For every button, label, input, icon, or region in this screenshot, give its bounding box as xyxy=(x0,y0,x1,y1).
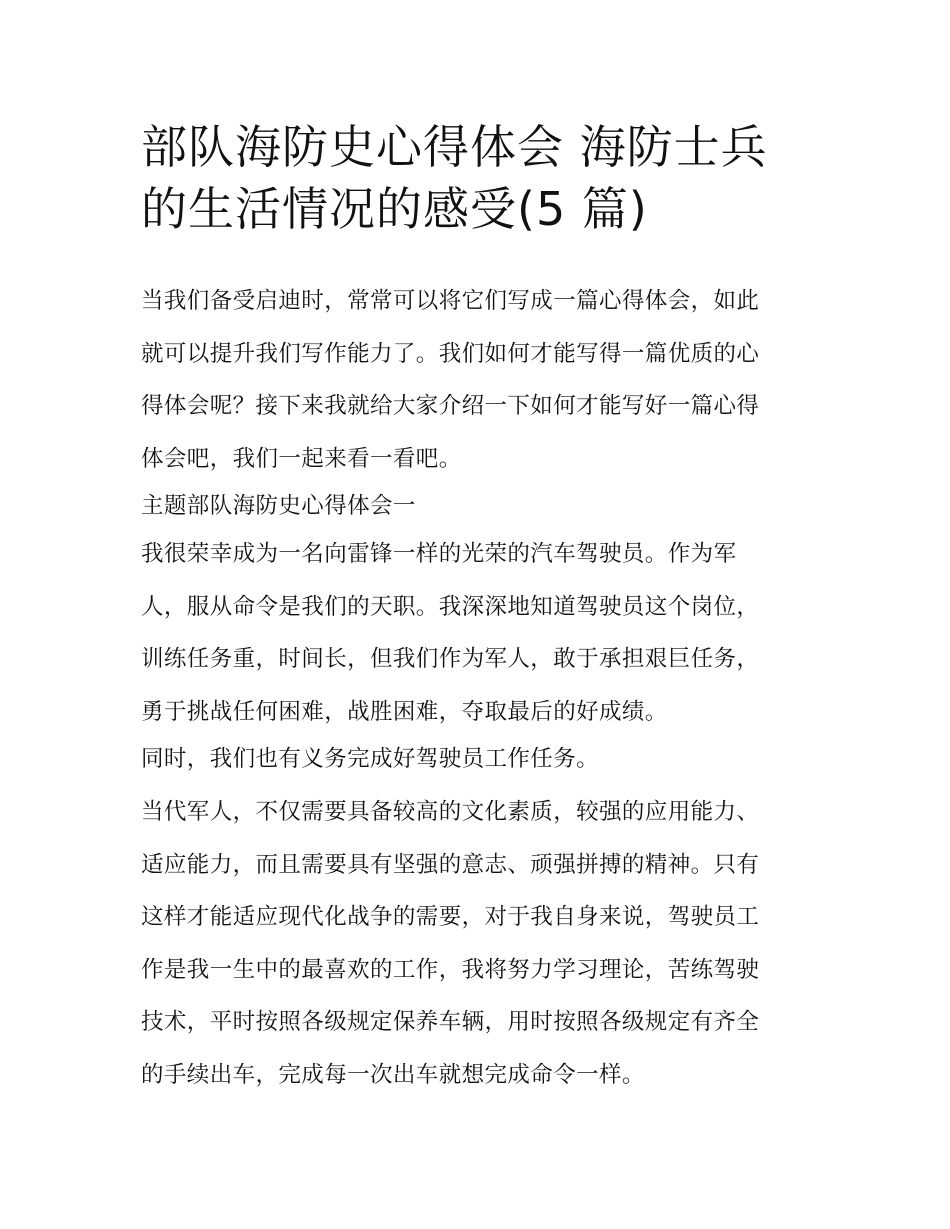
title-line: 的生活情况的感受(5 篇) xyxy=(141,182,648,236)
body-paragraph-2 xyxy=(141,733,821,786)
intro-paragraph xyxy=(141,275,821,485)
title-line: 部队海防史心得体会 海防士兵 xyxy=(141,120,768,174)
text-line: 的手续出车，完成每一次出车就想完成命令一样。 xyxy=(141,1061,645,1088)
text-line: 当代军人，不仅需要具备较高的文化素质，较强的应用能力、 xyxy=(141,799,760,825)
text-line: 技术，平时按照各级规定保养车辆，用时按照各级规定有齐全 xyxy=(141,1009,760,1035)
text-line: 体会吧，我们一起来看一看吧。 xyxy=(141,445,462,472)
text-line: 当我们备受启迪时，常常可以将它们写成一篇心得体会，如此 xyxy=(141,288,760,314)
text-line: 就可以提升我们写作能力了。我们如何才能写得一篇优质的心 xyxy=(141,340,760,367)
text-line: 同时，我们也有义务完成好驾驶员工作任务。 xyxy=(141,746,600,772)
text-line: 勇于挑战任何困难，战胜困难，夺取最后的好成绩。 xyxy=(141,698,668,725)
text-line: 我很荣幸成为一名向雷锋一样的光荣的汽车驾驶员。作为军 xyxy=(141,541,737,567)
document-title xyxy=(141,116,821,240)
section-heading xyxy=(141,480,821,533)
body-paragraph-1 xyxy=(141,528,821,738)
text-line: 人，服从命令是我们的天职。我深深地知道驾驶员这个岗位， xyxy=(141,593,760,620)
body-paragraph-3 xyxy=(141,786,821,1101)
text-line: 适应能力，而且需要具有坚强的意志、顽强拼搏的精神。只有 xyxy=(141,851,760,878)
text-line: 得体会呢？接下来我就给大家介绍一下如何才能写好一篇心得 xyxy=(141,393,760,419)
text-line: 主题部队海防史心得体会一 xyxy=(141,493,416,519)
text-line: 这样才能适应现代化战争的需要，对于我自身来说，驾驶员工 xyxy=(141,904,760,930)
text-line: 训练任务重，时间长，但我们作为军人，敢于承担艰巨任务， xyxy=(141,646,760,672)
text-line: 作是我一生中的最喜欢的工作，我将努力学习理论，苦练驾驶 xyxy=(141,956,760,983)
